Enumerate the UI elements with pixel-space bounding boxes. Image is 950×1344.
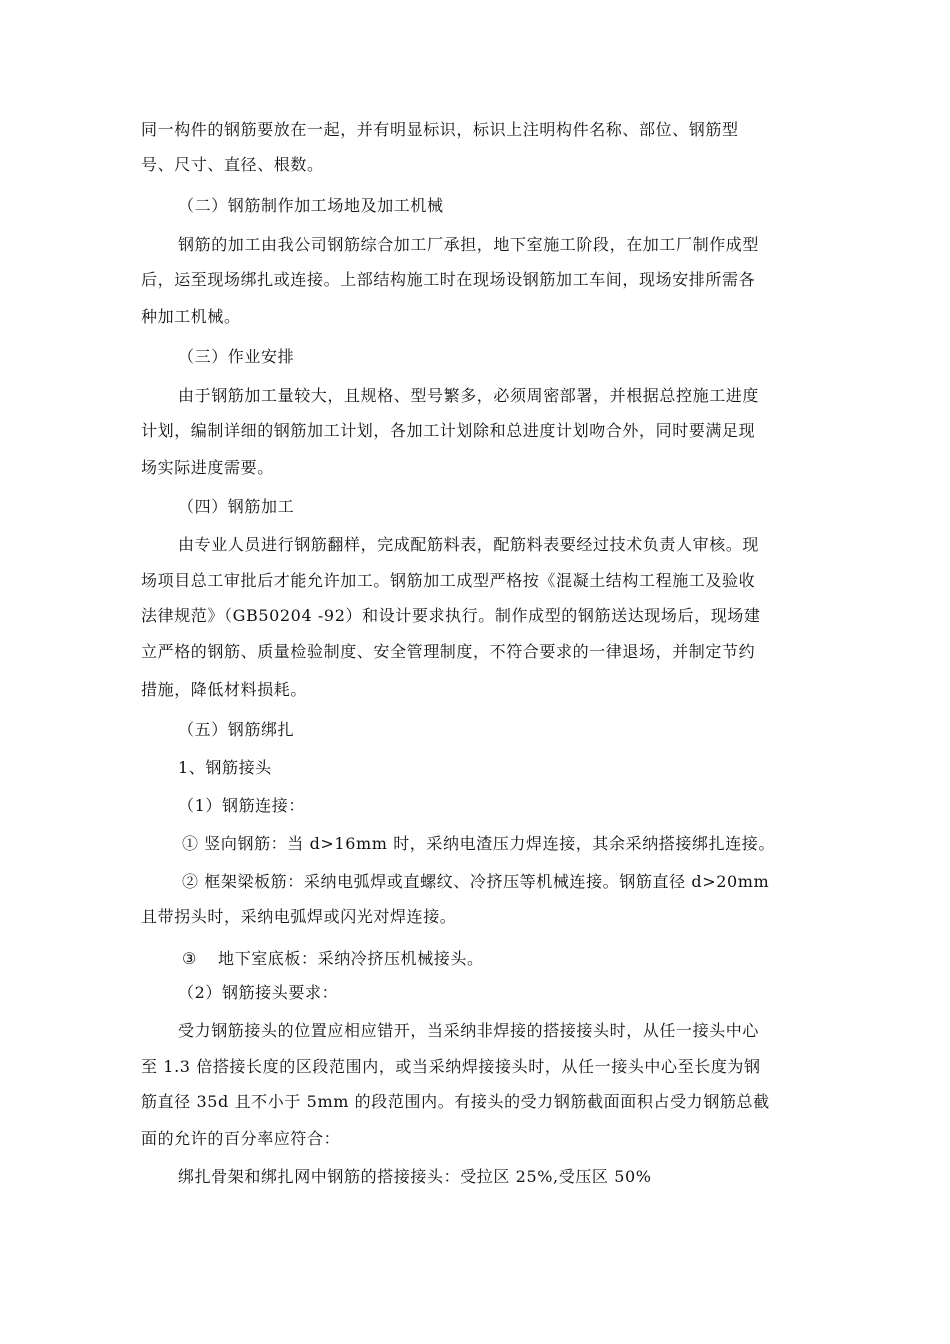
paragraph-line: 场项目总工审批后才能允许加工。钢筋加工成型严格按《混凝土结构工程施工及验收 <box>141 571 756 590</box>
paragraph-line: 同一构件的钢筋要放在一起，并有明显标识，标识上注明构件名称、部位、钢筋型 <box>141 120 739 139</box>
subsection-heading: （1）钢筋连接： <box>178 796 305 815</box>
paragraph-line: 后，运至现场绑扎或连接。上部结构施工时在现场设钢筋加工车间，现场安排所需各 <box>141 270 756 289</box>
paragraph-line: 至 1.3 倍搭接长度的区段范围内，或当采纳焊接接头时，从任一接头中心至长度为钢 <box>141 1057 761 1076</box>
paragraph-line: 立严格的钢筋、质量检验制度、安全管理制度，不符合要求的一律退场，并制定节约 <box>141 642 756 661</box>
section-heading: （三）作业安排 <box>178 347 295 366</box>
list-item: ② 框架梁板筋：采纳电弧焊或直螺纹、冷挤压等机械连接。钢筋直径 d>20mm <box>182 872 770 891</box>
subsection-heading: 1、钢筋接头 <box>178 758 272 777</box>
section-heading: （四）钢筋加工 <box>178 497 295 516</box>
paragraph-line: 场实际进度需要。 <box>141 458 274 477</box>
paragraph-line: 由专业人员进行钢筋翻样，完成配筋料表，配筋料表要经过技术负责人审核。现 <box>178 535 760 554</box>
section-heading: （二）钢筋制作加工场地及加工机械 <box>178 196 444 215</box>
paragraph-line: 法律规范》（GB50204 -92）和设计要求执行。制作成型的钢筋送达现场后，现场建 <box>141 606 761 625</box>
paragraph-line: 由于钢筋加工量较大，且规格、型号繁多，必须周密部署，并根据总控施工进度 <box>178 386 760 405</box>
paragraph-line: 筋直径 35d 且不小于 5mm 的段范围内。有接头的受力钢筋截面面积占受力钢筋总截 <box>141 1092 770 1111</box>
paragraph-line: 种加工机械。 <box>141 307 241 326</box>
paragraph-line: 受力钢筋接头的位置应相应错开，当采纳非焊接的搭接接头时，从任一接头中心 <box>178 1021 760 1040</box>
subsection-heading: （2）钢筋接头要求： <box>178 983 339 1002</box>
paragraph-line: 计划，编制详细的钢筋加工计划，各加工计划除和总进度计划吻合外，同时要满足现 <box>141 421 756 440</box>
paragraph-line: 绑扎骨架和绑扎网中钢筋的搭接接头：受拉区 25%,受压区 50% <box>178 1167 652 1186</box>
list-item: ① 竖向钢筋：当 d>16mm 时，采纳电渣压力焊连接，其余采纳搭接绑扎连接。 <box>182 834 776 853</box>
paragraph-line: 钢筋的加工由我公司钢筋综合加工厂承担，地下室施工阶段，在加工厂制作成型 <box>178 235 760 254</box>
section-heading: （五）钢筋绑扎 <box>178 720 295 739</box>
list-number: ③ <box>182 949 197 968</box>
list-item <box>182 949 484 969</box>
list-item-continuation: 且带拐头时，采纳电弧焊或闪光对焊连接。 <box>141 907 457 926</box>
paragraph-line: 面的允许的百分率应符合： <box>141 1129 341 1148</box>
paragraph-line: 措施，降低材料损耗。 <box>141 680 308 699</box>
paragraph-line: 号、尺寸、直径、根数。 <box>141 155 324 174</box>
list-item-text: 地下室底板：采纳冷挤压机械接头。 <box>218 949 484 968</box>
